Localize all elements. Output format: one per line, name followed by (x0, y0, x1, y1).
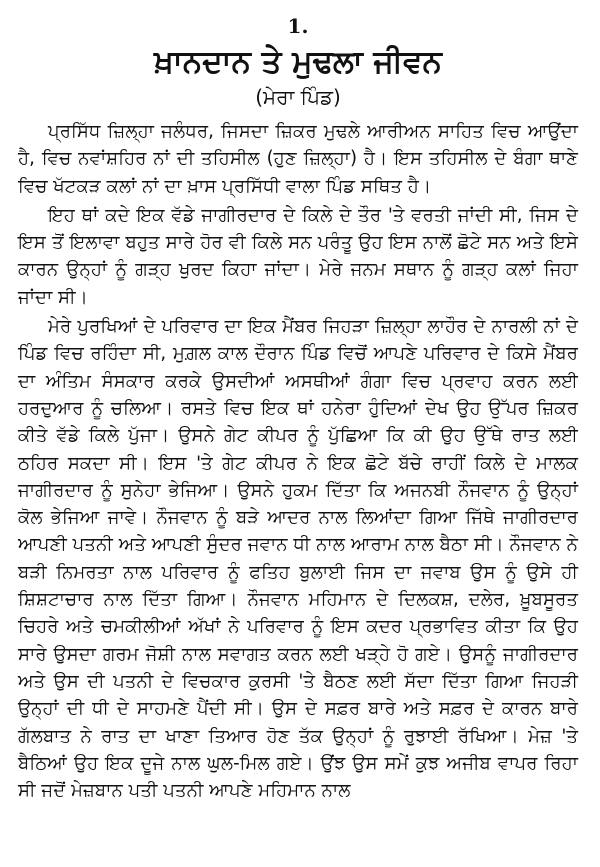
chapter-title: ਖ਼ਾਨਦਾਨ ਤੇ ਮੁਢਲਾ ਜੀਵਨ (154, 44, 442, 80)
chapter-number: 1. (287, 14, 309, 38)
paragraph-village-location: ਪ੍ਰਸਿੱਧ ਜ਼ਿਲ੍ਹਾ ਜਲੰਧਰ, ਜਿਸਦਾ ਜ਼ਿਕਰ ਮੁਢਲੇ ਆਰੀਅਨ ਸਾਹਿਤ ਵਿਚ ਆਉਂਦਾ ਹੈ, ਵਿਚ ਨਵਾਂਸ਼ਹਿਰ ਨਾਂ ਦੀ ਤਹਿਸੀਲ (ਹੁਣ ਜ਼ਿਲ੍ਹਾ) ਹੈ। ਇਸ ਤਹਿਸੀਲ ਦੇ ਬੰਗਾ ਥਾਣੇ ਵਿਚ ਖੱਟਕੜ ਕਲਾਂ ਨਾਂ ਦਾ ਖ਼ਾਸ ਪ੍ਰਸਿੱਧੀ ਵਾਲਾ ਪਿੰਡ ਸਥਿਤ ਹੈ। (18, 121, 578, 197)
chapter-subtitle: (ਮੇਰਾ ਪਿੰਡ) (255, 85, 341, 109)
paragraph-fort-history: ਇਹ ਥਾਂ ਕਦੇ ਇਕ ਵੱਡੇ ਜਾਗੀਰਦਾਰ ਦੇ ਕਿਲੇ ਦੇ ਤੌਰ 'ਤੇ ਵਰਤੀ ਜਾਂਦੀ ਸੀ, ਜਿਸ ਦੇ ਇਸ ਤੋਂ ਇਲਾਵਾ ਬਹੁਤ ਸਾਰੇ ਹੋਰ ਵੀ ਕਿਲੇ ਸਨ ਪਰੰਤੂ ਉਹ ਇਸ ਨਾਲੋਂ ਛੋਟੇ ਸਨ ਅਤੇ ਇਸੇ ਕਾਰਨ ਉਨ੍ਹਾਂ ਨੂੰ ਗੜ੍ਹ ਖੁਰਦ ਕਿਹਾ ਜਾਂਦਾ। ਮੇਰੇ ਜਨਮ ਸਥਾਨ ਨੂੰ ਗੜ੍ਹ ਕਲਾਂ ਜਿਹਾ ਜਾਂਦਾ ਸੀ। (18, 204, 578, 308)
paragraph-ancestor-story: ਮੇਰੇ ਪੁਰਖਿਆਂ ਦੇ ਪਰਿਵਾਰ ਦਾ ਇਕ ਮੈਂਬਰ ਜਿਹੜਾ ਜ਼ਿਲ੍ਹਾ ਲਾਹੌਰ ਦੇ ਨਾਰਲੀ ਨਾਂ ਦੇ ਪਿੰਡ ਵਿਚ ਰਹਿੰਦਾ ਸੀ, ਮੁਗ਼ਲ ਕਾਲ ਦੌਰਾਨ ਪਿੰਡ ਵਿਚੋਂ ਆਪਣੇ ਪਰਿਵਾਰ ਦੇ ਕਿਸੇ ਮੈਂਬਰ ਦਾ ਅੰਤਿਮ ਸੰਸਕਾਰ ਕਰਕੇ ਉਸਦੀਆਂ ਅਸਥੀਆਂ ਗੰਗਾ ਵਿਚ ਪ੍ਰਵਾਹ ਕਰਨ ਲਈ ਹਰਦੁਆਰ ਨੂੰ ਚਲਿਆ। ਰਸਤੇ ਵਿਚ ਇਕ ਥਾਂ ਹਨੇਰਾ ਹੁੰਦਿਆਂ ਦੇਖ ਉਹ ਉੱਪਰ ਜ਼ਿਕਰ ਕੀਤੇ ਵੱਡੇ ਕਿਲੇ ਪੁੱਜਾ। ਉਸਨੇ ਗੇਟ ਕੀਪਰ ਨੂੰ ਪੁੱਛਿਆ ਕਿ ਕੀ ਉਹ ਉੱਥੇ ਰਾਤ ਲਈ ਠਹਿਰ ਸਕਦਾ ਸੀ। ਇਸ 'ਤੇ ਗੇਟ ਕੀਪਰ ਨੇ ਇਕ ਛੋਟੇ ਬੱਚੇ ਰਾਹੀਂ ਕਿਲੇ ਦੇ ਮਾਲਕ ਜਾਗੀਰਦਾਰ ਨੂੰ ਸੁਨੇਹਾ ਭੇਜਿਆ। ਉਸਨੇ ਹੁਕਮ ਦਿੱਤਾ ਕਿ ਅਜਨਬੀ ਨੌਜਵਾਨ ਨੂੰ ਉਨ੍ਹਾਂ ਕੋਲ ਭੇਜਿਆ ਜਾਵੇ। ਨੌਜਵਾਨ ਨੂੰ ਬੜੇ ਆਦਰ ਨਾਲ ਲਿਆਂਦਾ ਗਿਆ ਜਿੱਥੇ ਜਾਗੀਰਦਾਰ ਆਪਣੀ ਪਤਨੀ ਅਤੇ ਆਪਣੀ ਸੁੰਦਰ ਜਵਾਨ ਧੀ ਨਾਲ ਆਰਾਮ ਨਾਲ ਬੈਠਾ ਸੀ। ਨੌਜਵਾਨ ਨੇ ਬੜੀ ਨਿਮਰਤਾ ਨਾਲ ਪਰਿਵਾਰ ਨੂੰ ਫਤਿਹ ਬੁਲਾਈ ਜਿਸ ਦਾ ਜਵਾਬ ਉਸ ਨੂੰ ਉਸੇ ਹੀ ਸ਼ਿਸ਼ਟਾਚਾਰ ਨਾਲ ਦਿੱਤਾ ਗਿਆ। ਨੌਜਵਾਨ ਮਹਿਮਾਨ ਦੇ ਦਿਲਕਸ਼, ਦਲੇਰ, ਖ਼ੂਬਸੂਰਤ ਚਿਹਰੇ ਅਤੇ ਚਮਕੀਲੀਆਂ ਅੱਖਾਂ ਨੇ ਪਰਿਵਾਰ ਨੂੰ ਇਸ ਕਦਰ ਪ੍ਰਭਾਵਿਤ ਕੀਤਾ ਕਿ ਉਹ ਸਾਰੇ ਉਸਦਾ ਗਰਮ ਜੋਸ਼ੀ ਨਾਲ ਸਵਾਗਤ ਕਰਨ ਲਈ ਖੜ੍ਹੇ ਹੋ ਗਏ। ਉਸਨੂੰ ਜਾਗੀਰਦਾਰ ਅਤੇ ਉਸ ਦੀ ਪਤਨੀ ਦੇ ਵਿਚਕਾਰ ਕੁਰਸੀ 'ਤੇ ਬੈਠਣ ਲਈ ਸੱਦਾ ਦਿੱਤਾ ਗਿਆ ਜਿਹੜੀ ਉਨ੍ਹਾਂ ਦੀ ਧੀ ਦੇ ਸਾਹਮਣੇ ਪੈਂਦੀ ਸੀ। ਉਸ ਦੇ ਸਫ਼ਰ ਬਾਰੇ ਅਤੇ ਸਫ਼ਰ ਦੇ ਕਾਰਨ ਬਾਰੇ ਗੱਲਬਾਤ ਨੇ ਰਾਤ ਦਾ ਖਾਣਾ ਤਿਆਰ ਹੋਣ ਤੱਕ ਉਨ੍ਹਾਂ ਨੂੰ ਰੁਝਾਈ ਰੱਖਿਆ। ਮੇਜ਼ 'ਤੇ ਬੈਠਿਆਂ ਉਹ ਇਕ ਦੂਜੇ ਨਾਲ ਘੁਲ-ਮਿਲ ਗਏ। ਉਂਝ ਉਸ ਸਮੇਂ ਕੁਝ ਅਜੀਬ ਵਾਪਰ ਰਿਹਾ ਸੀ ਜਦੋਂ ਮੇਜ਼ਬਾਨ ਪਤੀ ਪਤਨੀ ਆਪਣੇ ਮਹਿਮਾਨ ਨਾਲ (18, 316, 578, 802)
